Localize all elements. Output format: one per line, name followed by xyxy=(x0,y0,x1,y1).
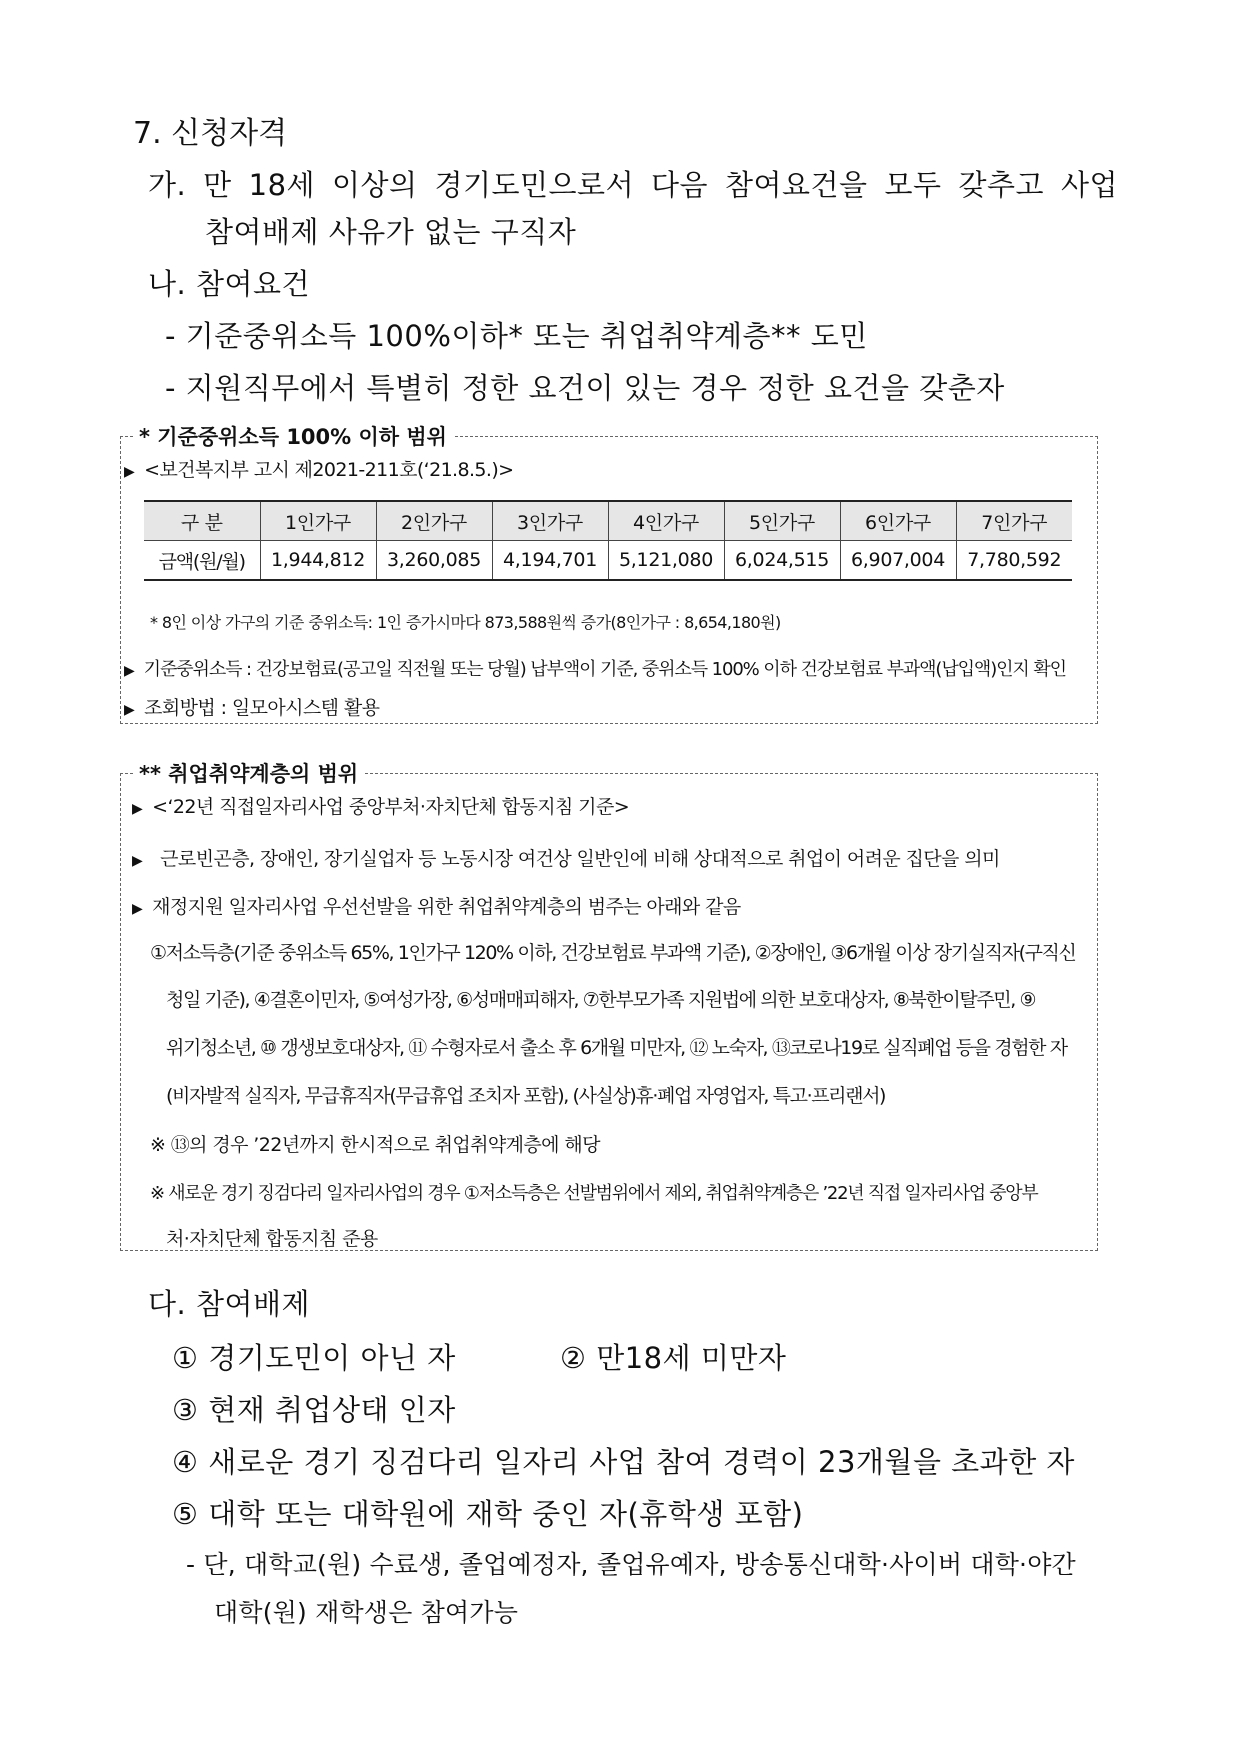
table-header-cell: 3인가구 xyxy=(492,501,608,541)
bullet-triangle-icon: ▶ xyxy=(132,853,143,869)
exclusion-item-2: ② 만18세 미만자 xyxy=(560,1341,787,1375)
table-header-cell: 구 분 xyxy=(144,501,260,541)
table-header-cell: 2인가구 xyxy=(376,501,492,541)
exclusion-item-5: ⑤ 대학 또는 대학원에 재학 중인 자(휴학생 포함) xyxy=(172,1497,804,1531)
income-box-title: * 기준중위소득 100% 이하 범위 xyxy=(133,421,453,451)
table-header-cell: 1인가구 xyxy=(260,501,376,541)
vulnerable-note-1: ※ ⑬의 경우 ’22년까지 한시적으로 취업취약계층에 해당 xyxy=(150,1134,600,1156)
exclusion-sub-2: 대학(원) 재학생은 참여가능 xyxy=(214,1598,519,1627)
exclusion-sub-1: - 단, 대학교(원) 수료생, 졸업예정자, 졸업유예자, 방송통신대학·사이버 대학·야간 xyxy=(186,1550,1076,1579)
list-item: 청일 기준), ④결혼이민자, ⑤여성가장, ⑥성매매피해자, ⑦한부모가족 지원법에 의한 보호대상자, ⑧북한이탈주민, ⑨ xyxy=(166,989,1036,1011)
vulnerable-bullet-3 xyxy=(132,892,741,919)
bullet-triangle-icon: ▶ xyxy=(124,702,135,718)
table-header-cell: 7인가구 xyxy=(956,501,1072,541)
vulnerable-note-2b: 처·자치단체 합동지침 준용 xyxy=(166,1228,378,1250)
item-na-title: 나. 참여요건 xyxy=(148,267,311,301)
exclusion-item-3: ③ 현재 취업상태 인자 xyxy=(172,1393,456,1427)
table-cell: 1,944,812 xyxy=(260,541,376,581)
income-bullet-1-text: 기준중위소득 : 건강보험료(공고일 직전월 또는 당월) 납부액이 기준, 중위소득 100% 이하 건강보험료 부과액(납입액)인지 확인 xyxy=(143,659,1066,680)
item-na-2: - 지원직무에서 특별히 정한 요건이 있는 경우 정한 요건을 갖춘자 xyxy=(165,371,1005,405)
exclusion-item-1: ① 경기도민이 아닌 자 xyxy=(172,1341,456,1375)
vulnerable-bullet-3-text: 재정지원 일자리사업 우선선발을 위한 취업취약계층의 범주는 아래와 같음 xyxy=(152,896,741,918)
table-cell: 6,024,515 xyxy=(724,541,840,581)
income-table xyxy=(144,500,1072,581)
list-item: ①저소득층(기준 중위소득 65%, 1인가구 120% 이하, 건강보험료 부과액 기준), ②장애인, ③6개월 이상 장기실직자(구직신 xyxy=(150,942,1076,964)
table-cell: 7,780,592 xyxy=(956,541,1072,581)
bullet-triangle-icon: ▶ xyxy=(124,464,135,480)
bullet-triangle-icon: ▶ xyxy=(132,901,143,917)
table-cell: 6,907,004 xyxy=(840,541,956,581)
vulnerable-bullet-1-text: <‘22년 직접일자리사업 중앙부처·자치단체 합동지침 기준> xyxy=(152,796,630,818)
vulnerable-bullet-1 xyxy=(132,792,629,819)
notice-line xyxy=(124,455,514,482)
table-cell: 3,260,085 xyxy=(376,541,492,581)
income-bullet-1 xyxy=(124,655,1066,681)
item-na-1: - 기준중위소득 100%이하* 또는 취업취약계층** 도민 xyxy=(165,319,868,353)
item-da-title: 다. 참여배제 xyxy=(148,1287,311,1321)
table-header-cell: 6인가구 xyxy=(840,501,956,541)
income-footnote: * 8인 이상 가구의 기준 중위소득: 1인 증가시마다 873,588원씩 증가(8인가구 : 8,654,180원) xyxy=(150,613,781,632)
vulnerable-bullet-2-text: 근로빈곤층, 장애인, 장기실업자 등 노동시장 여건상 일반인에 비해 상대적으로 취업이 어려운 집단을 의미 xyxy=(160,848,1000,870)
item-ga-line2: 참여배제 사유가 없는 구직자 xyxy=(205,215,577,249)
table-cell: 4,194,701 xyxy=(492,541,608,581)
vulnerable-note-2a: ※ 새로운 경기 징검다리 일자리사업의 경우 ①저소득층은 선발범위에서 제외, 취업취약계층은 ’22년 직접 일자리사업 중앙부 xyxy=(150,1183,1038,1204)
section-title: 7. 신청자격 xyxy=(133,116,288,151)
list-item: 위기청소년, ⑩ 갱생보호대상자, ⑪ 수형자로서 출소 후 6개월 미만자, ⑫ 노숙자, ⑬코로나19로 실직폐업 등을 경험한 자 xyxy=(166,1037,1067,1059)
table-cell: 금액(원/월) xyxy=(144,541,260,581)
table-header-cell: 5인가구 xyxy=(724,501,840,541)
table-cell: 5,121,080 xyxy=(608,541,724,581)
notice-text: <보건복지부 고시 제2021-211호(‘21.8.5.)> xyxy=(144,459,514,481)
exclusion-item-4: ④ 새로운 경기 징검다리 일자리 사업 참여 경력이 23개월을 초과한 자 xyxy=(172,1445,1075,1479)
vulnerable-bullet-2 xyxy=(132,844,1000,871)
vulnerable-box-title: ** 취업취약계층의 범위 xyxy=(133,758,364,788)
income-bullet-2 xyxy=(124,693,379,720)
item-ga-line1: 가. 만 18세 이상의 경기도민으로서 다음 참여요건을 모두 갖추고 사업 xyxy=(148,168,1118,202)
bullet-triangle-icon: ▶ xyxy=(124,663,134,679)
bullet-triangle-icon: ▶ xyxy=(132,801,143,817)
list-item: (비자발적 실직자, 무급휴직자(무급휴업 조치자 포함), (사실상)휴·폐업 자영업자, 특고·프리랜서) xyxy=(166,1085,886,1107)
income-bullet-2-text: 조회방법 : 일모아시스템 활용 xyxy=(144,697,380,719)
table-header-cell: 4인가구 xyxy=(608,501,724,541)
table-row xyxy=(144,541,1072,581)
table-header-row xyxy=(144,501,1072,541)
